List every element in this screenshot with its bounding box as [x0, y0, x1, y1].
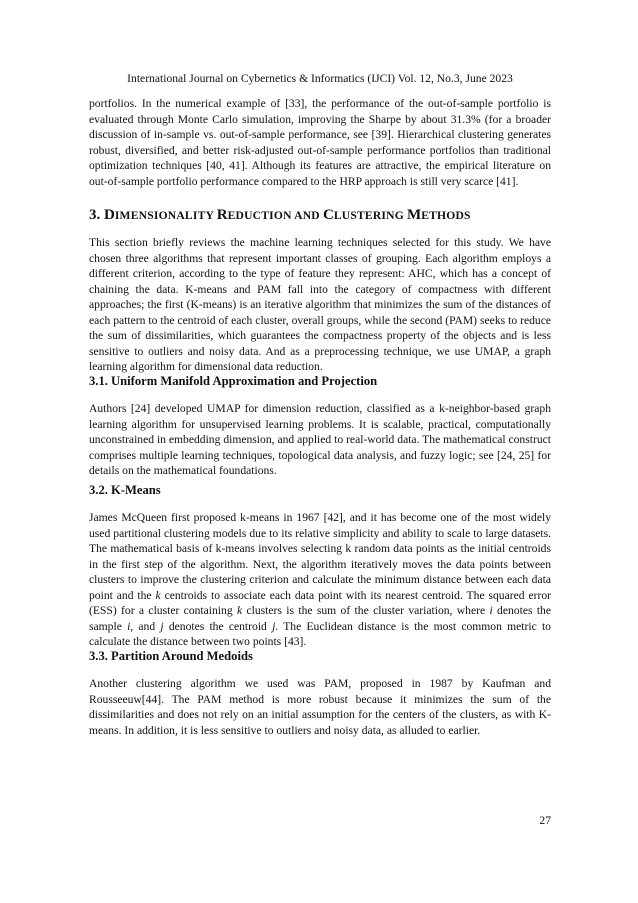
subsection-3-2-paragraph: James McQueen first proposed k-means in 1967 [42], and it has become one of the most widely used partitional clustering models due to its relative simplicity and ability to scale to large datasets. The mathematical basis of k-means involves selecting k random data points as the initial centroids in the first step of the algorithm. Next, the algorithm iteratively moves the data points between clusters to improve the clustering criterion and calculate the minimum distance between each data point and the k centroids to associate each data point with its nearest centroid. The squared error (ESS) for a cluster containing k clusters is the sum of the cluster variation, where i denotes the sample i, and j denotes the centroid j. The Euclidean distance is the most common metric to calculate the distance between two points [43]. [89, 511, 552, 648]
var-i: i [489, 604, 493, 617]
section-3-heading: 3. DIMENSIONALITY REDUCTION AND CLUSTERING METHODS [89, 207, 471, 223]
subsection-3-2-heading-block [89, 482, 551, 498]
intro-block [89, 96, 551, 189]
subsection-3-3-heading: 3.3. Partition Around Medoids [89, 649, 253, 663]
subsection-3-2-body [89, 510, 551, 650]
subsection-3-3-paragraph: Another clustering algorithm we used was PAM, proposed in 1987 by Kaufman and Rousseeuw[44]. The PAM method is more robust because it minimizes the sum of the dissimilarities and does not rely on an initial assumption for the centers of the clusters, as with K-means. In addition, it is less sensitive to outliers and noisy data, as alluded to earlier. [89, 677, 551, 737]
subsection-3-1-heading: 3.1. Uniform Manifold Approximation and Projection [89, 374, 378, 388]
section-3-body [89, 235, 551, 375]
section-3-paragraph: This section briefly reviews the machine learning techniques selected for this study. We have chosen three algorithms that represent important classes of grouping. Each algorithm employs a different criterion, according to the type of feature they represent: AHC, which has a concept of chaining the data. K-means and PAM fall into the category of compactness with different approaches; the first (K-means) is an iterative algorithm that minimizes the sum of the distances of each pattern to the centroid of each cluster, overall groups, while the second (PAM) seeks to reduce the sum of dissimilarities, which guarantees the compactness property of the objects and is less sensitive to outliers and noisy data. And as a preprocessing technique, we use UMAP, a graph learning algorithm for dimensional data reduction. [89, 236, 551, 373]
subsection-3-1-heading-block [89, 373, 551, 389]
page-number: 27 [539, 814, 551, 827]
subsection-3-1-paragraph: Authors [24] developed UMAP for dimension reduction, classified as a k-neighbor-based graph learning algorithm for unsupervised learning problems. It is scalable, practical, computationally unconstrained in embedding dimension, and applied to real-world data. The mathematical construct comprises multiple learning techniques, topological data analysis, and fuzzy logic; see [24, 25] for details on the mathematical foundations. [89, 402, 551, 477]
var-j: j [272, 619, 276, 633]
var-k: k [236, 604, 243, 617]
subsection-3-3-heading-block [89, 648, 551, 664]
var-i: i [127, 619, 131, 633]
subsection-3-3-body [89, 676, 551, 738]
subsection-3-2-heading: 3.2. K-Means [89, 483, 161, 497]
var-k: k [155, 588, 161, 602]
intro-paragraph: portfolios. In the numerical example of [33], the performance of the out-of-sample portfolio is evaluated through Monte Carlo simulation, improving the Sharpe by about 31.3% (for a broader discussion of in-sample vs. out-of-sample performance, see [39]. Hierarchical clustering generates robust, diversified, and better risk-adjusted out-of-sample performance portfolios than traditional optimization techniques [40, 41]. Although its features are attractive, the empirical literature on out-of-sample portfolio performance compared to the HRP approach is still very scarce [41]. [89, 97, 551, 188]
var-j: j [160, 619, 164, 633]
subsection-3-1-body [89, 401, 551, 479]
running-header: International Journal on Cybernetics & Informatics (IJCI) Vol. 12, No.3, June 2023 [127, 72, 513, 85]
section-3-heading-block [89, 206, 551, 225]
